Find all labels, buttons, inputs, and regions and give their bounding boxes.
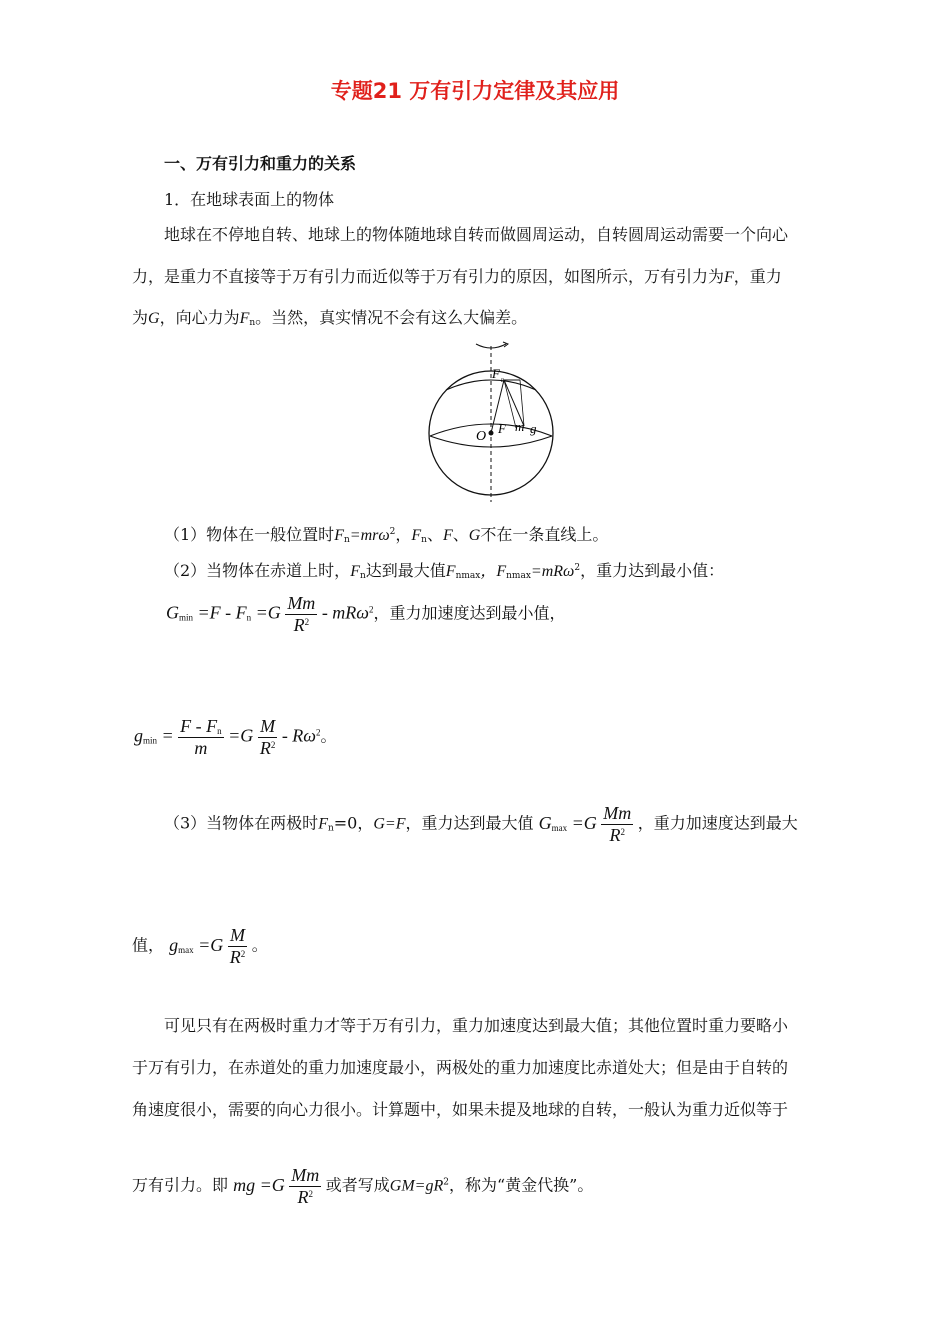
section-heading: 一、万有引力和重力的关系 — [164, 154, 357, 173]
equation-g-min: $g_{min}$ = $\frac{F - F_n}{m}$ =G $\frac{M}{R^2}$ - $R\omega^2$。 — [134, 716, 337, 758]
earth-diagram — [420, 338, 570, 508]
subheading: 1．在地球表面上的物体 — [164, 190, 335, 209]
para1-line3: 为G，向心力为$F_n$。当然，真实情况不会有这么大偏差。 — [132, 308, 528, 328]
label-o: O — [476, 429, 487, 444]
label-f: F — [498, 421, 506, 436]
item1: （1）物体在一般位置时$F_n=mr\omega^2$，$F_n$、F、G不在一条直线上。 — [164, 525, 609, 545]
para2-line1: 可见只有在两极时重力才等于万有引力，重力加速度达到最大值；其他位置时重力要略小 — [164, 1016, 789, 1035]
para1-line1: 地球在不停地自转、地球上的物体随地球自转而做圆周运动，自转圆周运动需要一个向心 — [164, 225, 789, 244]
label-fn: F — [492, 366, 500, 381]
para1-line2: 力，是重力不直接等于万有引力而近似等于万有引力的原因，如图所示，万有引力为F，重力 — [132, 267, 782, 286]
item3: （3）当物体在两极时$F_n=0$，G=F，重力达到最大值 $G_{max} =G$ $\frac{Mm}{R^2}$ ，重力加速度达到最大 — [164, 803, 798, 845]
equation-gmin: $G_{min} =F - F_n =G$ $\frac{Mm}{R^2}$ - mRω$^2$，重力加速度达到最小值， — [166, 593, 566, 635]
para2-line2: 于万有引力，在赤道处的重力加速度最小，两极处的重力加速度比赤道处大；但是由于自转的 — [132, 1058, 789, 1077]
svg-text:n: n — [501, 376, 505, 384]
label-m: m — [515, 419, 525, 434]
label-g: g — [530, 421, 537, 436]
page-title: 专题21 万有引力定律及其应用 — [330, 79, 620, 103]
item2: （2）当物体在赤道上时，$F_n$达到最大值$F_{nmax}$，$F_{nmax}=mR\omega^2$，重力达到最小值： — [164, 561, 725, 581]
para2-line4: 万有引力。即 mg =G $\frac{Mm}{R^2}$ 或者写成$GM=gR^2$，称为“黄金代换”。 — [132, 1165, 594, 1207]
item3-continued: 值， $g_{max} =G$ $\frac{M}{R^2}$ 。 — [132, 925, 268, 967]
para2-line3: 角速度很小，需要的向心力很小。计算题中，如果未提及地球的自转，一般认为重力近似等于 — [132, 1100, 789, 1119]
